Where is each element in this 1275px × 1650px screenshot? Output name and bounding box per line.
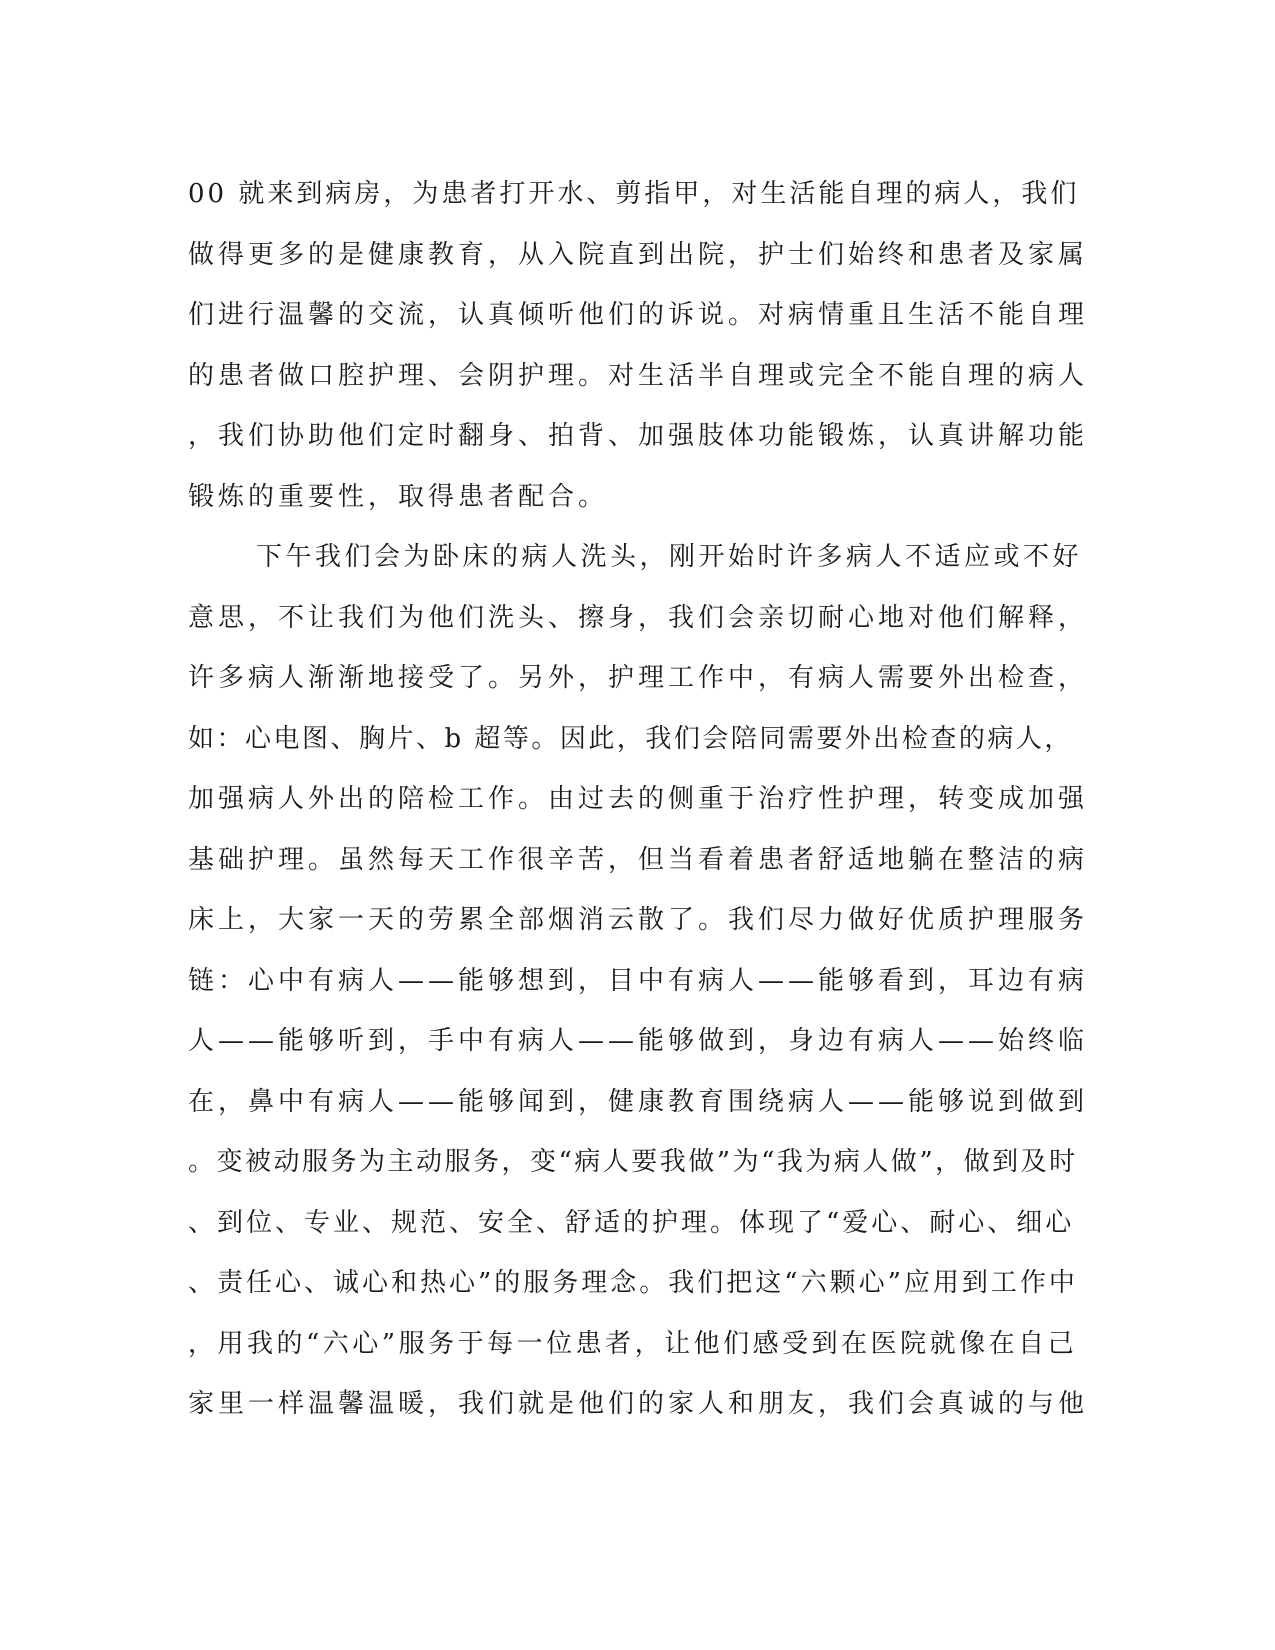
text-line: 、到位、专业、规范、安全、舒适的护理。体现了“爱心、耐心、细心 (188, 1207, 1075, 1238)
text-line: 、责任心、诚心和热心”的服务理念。我们把这“六颗心”应用到工作中 (188, 1268, 1078, 1298)
text-line: 许多病人渐渐地接受了。另外，护理工作中，有病人需要外出检查， (188, 663, 1089, 693)
text-line: 基础护理。虽然每天工作很辛苦，但当看着患者舒适地躺在整洁的病 (188, 844, 1089, 875)
paragraph-start-line: 下午我们会为卧床的病人洗头，刚开始时许多病人不适应或不好 (256, 542, 1083, 572)
text-line: 的患者做口腔护理、会阴护理。对生活半自理或完全不能自理的病人 (188, 360, 1089, 391)
text-line: 意思，不让我们为他们洗头、擦身，我们会亲切耐心地对他们解释， (188, 602, 1089, 633)
text-line: ，我们协助他们定时翻身、拍背、加强肢体功能锻炼，认真讲解功能 (188, 421, 1089, 451)
text-line: 如：心电图、胸片、b 超等。因此，我们会陪同需要外出检查的病人， (188, 723, 1073, 754)
text-line: 链：心中有病人——能够想到，目中有病人——能够看到，耳边有病 (188, 965, 1089, 996)
text-line: 00 就来到病房，为患者打开水、剪指甲，对生活能自理的病人，我们 (188, 179, 1080, 209)
text-line: 。变被动服务为主动服务，变“病人要我做”为“我为病人做”，做到及时 (188, 1147, 1078, 1177)
text-line: 人——能够听到，手中有病人——能够做到，身边有病人——始终临 (188, 1026, 1089, 1056)
text-line: ，用我的“六心”服务于每一位患者，让他们感受到在医院就像在自己 (188, 1328, 1078, 1359)
text-line: 加强病人外出的陪检工作。由过去的侧重于治疗性护理，转变成加强 (188, 784, 1089, 814)
text-line: 锻炼的重要性，取得患者配合。 (188, 481, 609, 512)
text-line: 家里一样温馨温暖，我们就是他们的家人和朋友，我们会真诚的与他 (188, 1389, 1089, 1419)
text-line: 在，鼻中有病人——能够闻到，健康教育围绕病人——能够说到做到 (188, 1086, 1089, 1117)
text-line: 们进行温馨的交流，认真倾听他们的诉说。对病情重且生活不能自理 (188, 300, 1089, 330)
text-line: 做得更多的是健康教育，从入院直到出院，护士们始终和患者及家属 (188, 239, 1089, 270)
body-text (188, 164, 1088, 1435)
text-line: 床上，大家一天的劳累全部烟消云散了。我们尽力做好优质护理服务 (188, 905, 1089, 935)
